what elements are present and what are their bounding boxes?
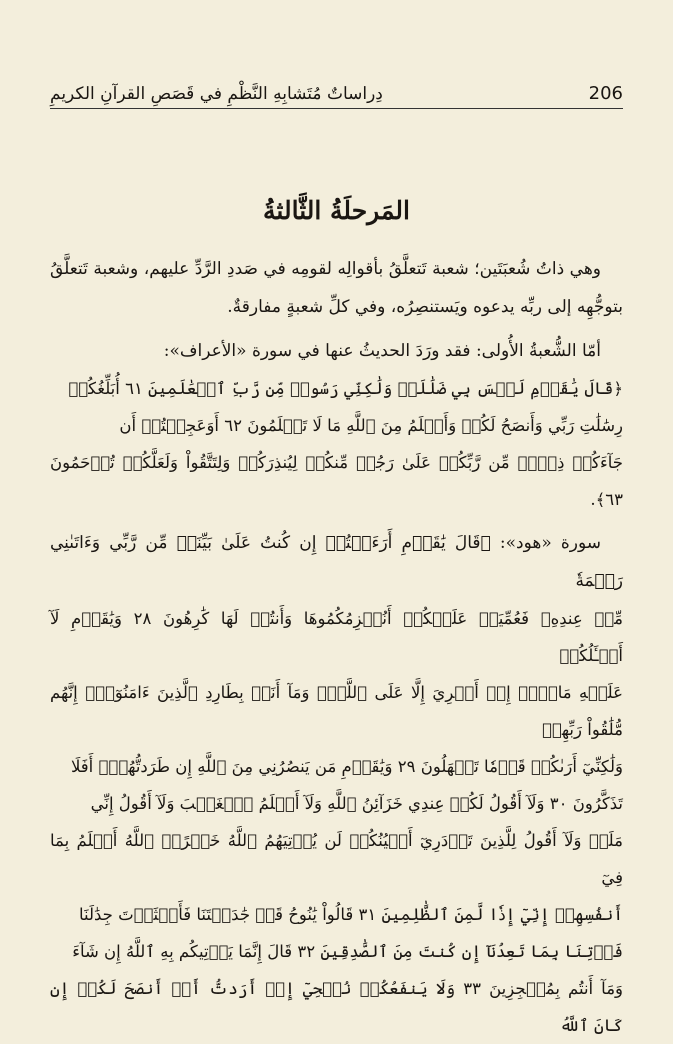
- verse-line: ﴿قَالَ يَٰقَوۡمِ لَيۡسَ بِي ضَلَٰلَةٞ وَلَٰكِنِّي رَسُولٞ مِّن رَّبِّ ٱلۡعَٰلَمِينَ ٦١ أُبَلِّغُكُمۡ: [68, 379, 623, 398]
- verse-line: تَذَكَّرُونَ ٣٠ وَلَآ أَقُولُ لَكُمۡ عِندِي خَزَآئِنُ ٱللَّهِ وَلَآ أَعۡلَمُ ٱلۡغَيۡبَ وَلَآ أَقُولُ إِنِّي: [90, 794, 623, 813]
- paragraph-intro: وهي ذاتُ شُعبَتَين؛ شعبة تَتعلَّقُ بأقوالِه لقومِه في صَددِ الرَّدِّ عليهم، وشعبة تَتعلَّقُ بتوجُّهِه إلى ربِّه يدعوه ويَستنصِرُه، وفي كلِّ شعبةٍ مفارقةٌ.: [50, 259, 623, 317]
- running-title: دِراساتٌ مُتَشابِهِ النَّظْمِ في قَصَصِ القرآنِ الكريمِ: [50, 84, 383, 104]
- verse-line: مَلَكٞ وَلَآ أَقُولُ لِلَّذِينَ تَزۡدَرِيٓ أَعۡيُنُكُمۡ لَن يُؤۡتِيَهُمُ ٱللَّهُ خَيۡرًاۖ ٱللَّهُ أَعۡلَمُ بِمَا فِيٓ: [50, 831, 623, 887]
- verse-line: وَلَٰكِنِّيٓ أَرَىٰكُمۡ قَوۡمٗا تَجۡهَلُونَ ٢٩ وَيَٰقَوۡمِ مَن يَنصُرُنِي مِنَ ٱللَّهِ إِن طَرَدتُّهُمۡۚ أَفَلَا: [70, 757, 623, 776]
- paragraph-hud: [50, 524, 623, 600]
- verse-line: جَآءَكُمۡ ذِكۡرٞ مِّن رَّبِّكُمۡ عَلَىٰ رَجُلٖ مِّنكُمۡ لِيُنذِرَكُمۡ وَلِتَتَّقُواْ وَلَعَلَّكُمۡ تُرۡحَمُونَ ٦٣﴾.: [50, 453, 623, 509]
- header-rule: [50, 108, 623, 109]
- page-body: [50, 250, 623, 1044]
- section-heading: المَرحلَةُ الثَّالثةُ: [263, 196, 410, 225]
- verse-line: عَلَيۡهِ مَالًاۖ إِنۡ أَجۡرِيَ إِلَّا عَلَى ٱللَّهِۚ وَمَآ أَنَا۠ بِطَارِدِ ٱلَّذِينَ ءَامَنُوٓاْۚ إِنَّهُم مُّلَٰقُواْ رَبِّهِمۡ: [50, 683, 623, 739]
- paragraph-first-branch: أمّا الشُّعبةُ الأُولى: فقد ورَدَ الحديثُ عنها في سورة «الأعراف»:: [163, 341, 601, 361]
- page-header: [50, 74, 623, 104]
- verse-line: وَمَآ أَنتُم بِمُعۡجِزِينَ ٣٣ وَلَا يَنفَعُكُمۡ نُصۡحِيٓ إِنۡ أَرَدتُّ أَنۡ أَنصَحَ لَكُمۡ إِن كَانَ ٱللَّهُ: [50, 979, 624, 1035]
- verse-line: مِّنۡ عِندِهِۦ فَعُمِّيَتۡ عَلَيۡكُمۡ أَنُلۡزِمُكُمُوهَا وَأَنتُمۡ لَهَا كَٰرِهُونَ ٢٨ وَيَٰقَوۡمِ لَآ أَسۡـَٔلُكُمۡ: [50, 609, 623, 665]
- page-number: 206: [588, 83, 623, 104]
- verse-line: ﴿قَالَ يَٰقَوۡمِ أَرَءَيۡتُمۡ إِن كُنتُ عَلَىٰ بَيِّنَةٖ مِّن رَّبِّي وَءَاتَىٰنِي رَحۡمَةٗ: [50, 533, 623, 591]
- surah-hud-label: سورة «هود»:: [499, 533, 601, 553]
- verse-line: رِسَٰلَٰتِ رَبِّي وَأَنصَحُ لَكُمۡ وَأَعۡلَمُ مِنَ ٱللَّهِ مَا لَا تَعۡلَمُونَ ٦٢ أَوَعَجِبۡتُمۡ أَن: [119, 416, 623, 435]
- verse-line: أَنفُسِهِمۡ إِنِّيٓ إِذٗا لَّمِنَ ٱلظَّٰلِمِينَ ٣١ قَالُواْ يَٰنُوحُ قَدۡ جَٰدَلۡتَنَا فَأَكۡثَرۡتَ جِدَٰلَنَا: [78, 905, 623, 924]
- verse-line: فَأۡتِنَا بِمَا تَعِدُنَآ إِن كُنتَ مِنَ ٱلصَّٰدِقِينَ ٣٢ قَالَ إِنَّمَا يَأۡتِيكُم بِهِ ٱللَّهُ إِن شَآءَ: [72, 942, 623, 961]
